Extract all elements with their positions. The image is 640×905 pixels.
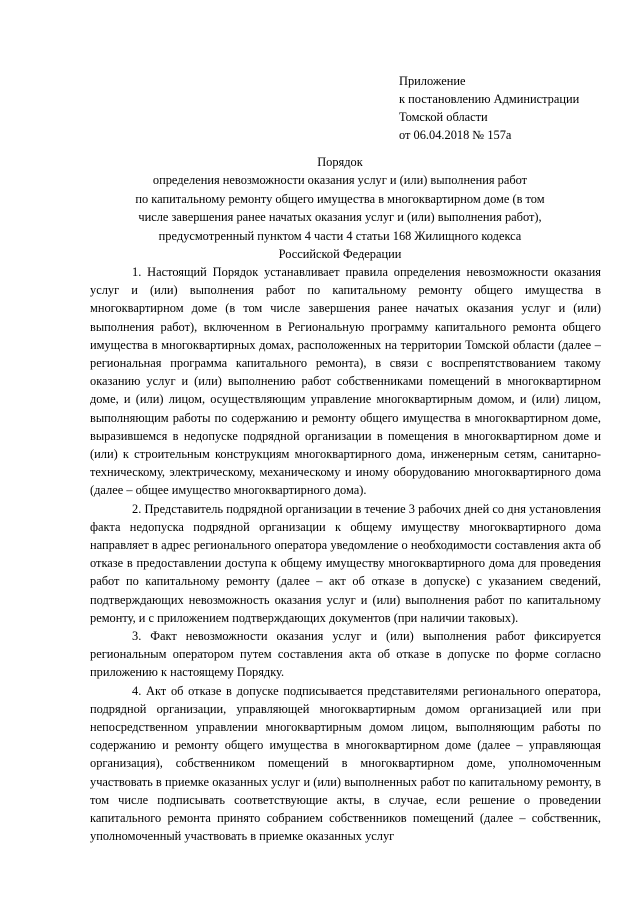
title-line-2: по капитальному ремонту общего имущества в многоквартирном доме (в том <box>135 191 545 206</box>
paragraph-4: 4. Акт об отказе в допуске подписывается представителями регионального оператора, подрядной организации, управляющей многоквартирным домом организацией или при непосредственном управлении многоквартирным домом лицом, выполняющим работы по содержанию и ремонту общего имущества в многоквартирном доме (далее – управляющая организация), собственником помещений в многоквартирном доме, уполномоченным участвовать в приемке оказанных услуг и (или) выполненных работ по капитальному ремонту, в том числе подписывать соответствующие акты, в случае, если решение о проведении капитального ремонта принято собранием собственников помещений (далее – собственник, уполномоченный участвовать в приемке оказанных услуг <box>90 683 601 844</box>
title-line-5: Российской Федерации <box>278 247 402 262</box>
title-line-4: предусмотренный пунктом 4 части 4 статьи 168 Жилищного кодекса <box>158 228 522 243</box>
document-title <box>70 153 610 263</box>
appendix-line-1: Приложение <box>399 74 466 88</box>
appendix-block <box>399 72 579 144</box>
appendix-line-2: к постановлению Администрации <box>399 92 580 106</box>
paragraph-2: 2. Представитель подрядной организации в течение 3 рабочих дней со дня установления факта недопуска подрядной организации к общему имуществу многоквартирного дома направляет в адрес регионального оператора уведомление о необходимости составления акта об отказе в предоставлении доступа к общему имуществу многоквартирного дома для проведения работ по капитальному ремонту (далее – акт об отказе в допуске) с указанием сведений, подтверждающих невозможность оказания услуг и (или) выполнения работ по капитальному ремонту, и с приложением подтверждающих документов (при наличии таковых). <box>90 501 601 625</box>
paragraph-1: 1. Настоящий Порядок устанавливает правила определения невозможности оказания услуг и (или) выполнения работ по капитальному ремонту общего имущества в многоквартирном доме (в том числе завершения ранее начатых оказания услуг и (или) выполнения работ), включенном в Региональную программу капитального ремонта общего имущества в многоквартирных домах, расположенных на территории Томской области (далее – региональная программа капитального ремонта), в связи с воспрепятствованием такому оказанию услуг и (или) выполнению работ собственниками помещений в многоквартирном доме, и (или) лицом, осуществляющим управление многоквартирным домом, и (или) лицом, выполняющим работы по содержанию и ремонту общего имущества в многоквартирном доме, выразившемся в недопуске подрядной организации в помещения в многоквартирном доме и (или) к строительным конструкциям многоквартирного дома, инженерным сетям, санитарно-техническому, электрическому, механическому и иному оборудованию многоквартирного дома (далее – общее имущество многоквартирного дома). <box>90 265 601 498</box>
title-heading: Порядок <box>317 155 363 169</box>
paragraph-3: 3. Факт невозможности оказания услуг и (или) выполнения работ фиксируется региональным оператором путем составления акта об отказе в допуске по форме согласно приложению к настоящему Порядку. <box>90 629 601 680</box>
appendix-line-3: Томской области <box>399 110 488 124</box>
title-line-1: определения невозможности оказания услуг и (или) выполнения работ <box>152 173 528 188</box>
title-line-3: числе завершения ранее начатых оказания услуг и (или) выполнения работ), <box>138 210 542 225</box>
appendix-line-4: от 06.04.2018 № 157а <box>399 128 512 142</box>
document-body <box>90 263 601 846</box>
